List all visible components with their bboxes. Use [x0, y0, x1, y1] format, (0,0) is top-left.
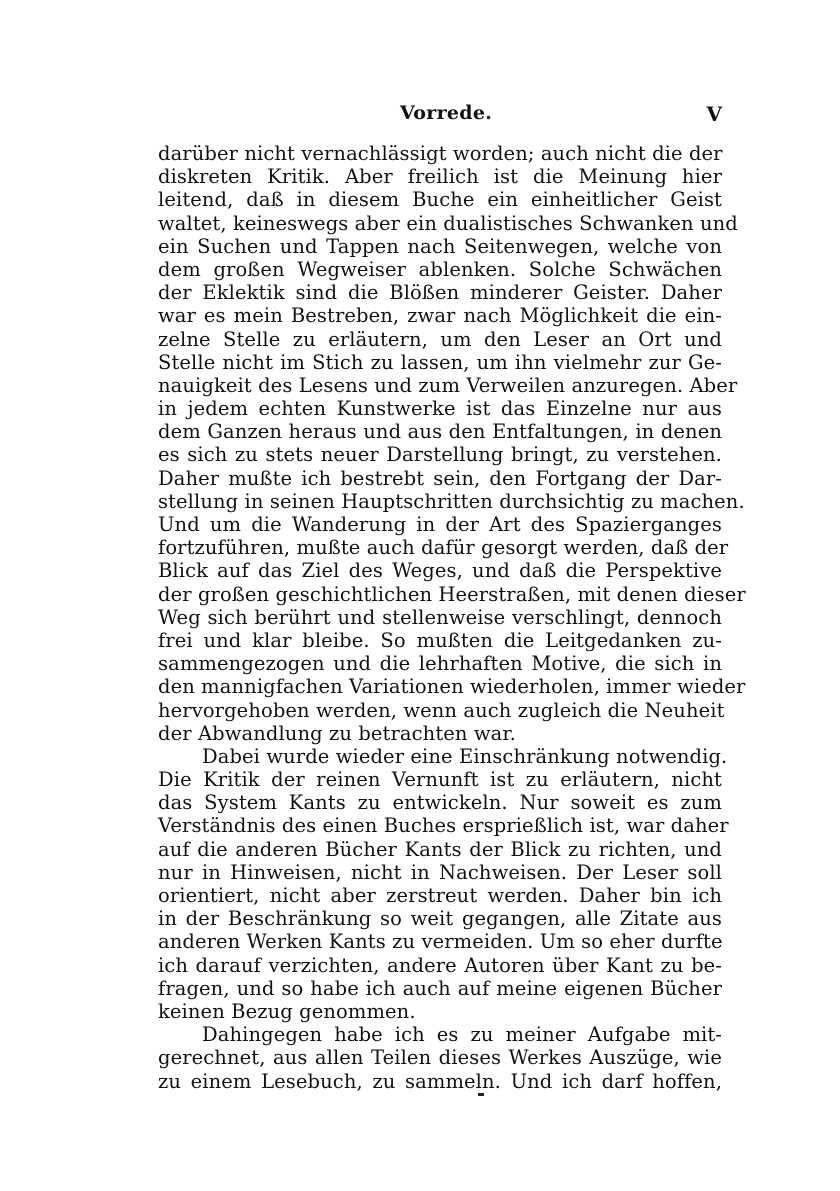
- text-line: Blick auf das Ziel des Weges, und daß die Perspektive: [158, 559, 722, 583]
- text-line: es sich zu stets neuer Darstellung bringt, zu verstehen.: [158, 443, 722, 467]
- text-line: stellung in seinen Hauptschritten durchsichtig zu machen.: [158, 489, 745, 513]
- text-line: Und um die Wanderung in der Art des Spazierganges: [158, 513, 722, 536]
- text-line: gerechnet, aus allen Teilen dieses Werkes Auszüge, wie: [158, 1046, 722, 1070]
- text-line: in der Beschränkung so weit gegangen, alle Zitate aus: [158, 907, 722, 931]
- text-line: in jedem echten Kunstwerke ist das Einzelne nur aus: [158, 397, 722, 421]
- paragraph-end-line: der Abwandlung zu betrachten war.: [158, 721, 516, 745]
- text-line: darüber nicht vernachlässigt worden; auch nicht die der: [158, 142, 723, 165]
- text-line: zu einem Lesebuch, zu sammeln. Und ich darf hoffen,: [158, 1069, 722, 1093]
- text-line: nur in Hinweisen, nicht in Nachweisen. Der Leser soll: [158, 860, 722, 884]
- text-line: Verständnis des einen Buches ersprießlich ist, war daher: [158, 814, 729, 838]
- text-line: Daher mußte ich bestrebt sein, den Fortgang der Dar-: [158, 466, 722, 490]
- text-line: Stelle nicht im Stich zu lassen, um ihn vielmehr zur Ge-: [158, 350, 722, 374]
- text-line: das System Kants zu entwickeln. Nur soweit es zum: [158, 791, 722, 815]
- text-line: dem Ganzen heraus und aus den Entfaltungen, in denen: [158, 420, 722, 444]
- paragraph-end-line: keinen Bezug genommen.: [158, 999, 416, 1023]
- text-line: nauigkeit des Lesens und zum Verweilen anzuregen. Aber: [158, 373, 738, 397]
- text-line: fortzuführen, mußte auch dafür gesorgt werden, daß der: [158, 536, 729, 560]
- paragraph-start-line: Dabei wurde wieder eine Einschränkung notwendig.: [202, 744, 728, 768]
- text-line: orientiert, nicht aber zerstreut werden. Daher bin ich: [158, 884, 722, 907]
- text-line: den mannigfachen Variationen wiederholen, immer wieder: [158, 675, 746, 699]
- text-line: auf die anderen Bücher Kants der Blick zu richten, und: [158, 837, 722, 861]
- text-line: frei und klar bleibe. So mußten die Leitgedanken zu-: [158, 628, 722, 652]
- text-line: der Eklektik sind die Blößen minderer Geister. Daher: [158, 281, 722, 305]
- text-line: fragen, und so habe ich auch auf meine eigenen Bücher: [158, 976, 722, 1000]
- text-line: zelne Stelle zu erläutern, um den Leser an Ort und: [158, 327, 722, 351]
- body-text: [158, 142, 746, 1093]
- text-line: ein Suchen und Tappen nach Seitenwegen, welche von: [158, 234, 722, 258]
- text-line: ich darauf verzichten, andere Autoren über Kant zu be-: [158, 953, 722, 977]
- text-line: der großen geschichtlichen Heerstraßen, mit denen dieser: [158, 582, 746, 606]
- text-line: Die Kritik der reinen Vernunft ist zu erläutern, nicht: [158, 768, 722, 792]
- text-line: Weg sich berührt und stellenweise verschlingt, dennoch: [158, 605, 722, 629]
- text-line: diskreten Kritik. Aber freilich ist die Meinung hier: [158, 165, 722, 189]
- paragraph-start-line: Dahingegen habe ich es zu meiner Aufgabe mit-: [202, 1023, 722, 1047]
- text-line: hervorgehoben werden, wenn auch zugleich die Neuheit: [158, 698, 725, 722]
- text-line: sammengezogen und die lehrhaften Motive, die sich in: [158, 652, 722, 676]
- text-line: dem großen Wegweiser ablenken. Solche Schwächen: [158, 257, 722, 281]
- printer-mark: [478, 1093, 484, 1096]
- text-line: anderen Werken Kants zu vermeiden. Um so eher durfte: [158, 930, 723, 954]
- text-line: waltet, keineswegs aber ein dualistisches Schwanken und: [158, 211, 738, 235]
- text-line: war es mein Bestreben, zwar nach Möglichkeit die ein-: [158, 304, 722, 328]
- page-header: [158, 102, 722, 128]
- page-number: V: [706, 102, 722, 126]
- running-head: Vorrede.: [400, 102, 493, 124]
- text-line: leitend, daß in diesem Buche ein einheitlicher Geist: [158, 188, 722, 212]
